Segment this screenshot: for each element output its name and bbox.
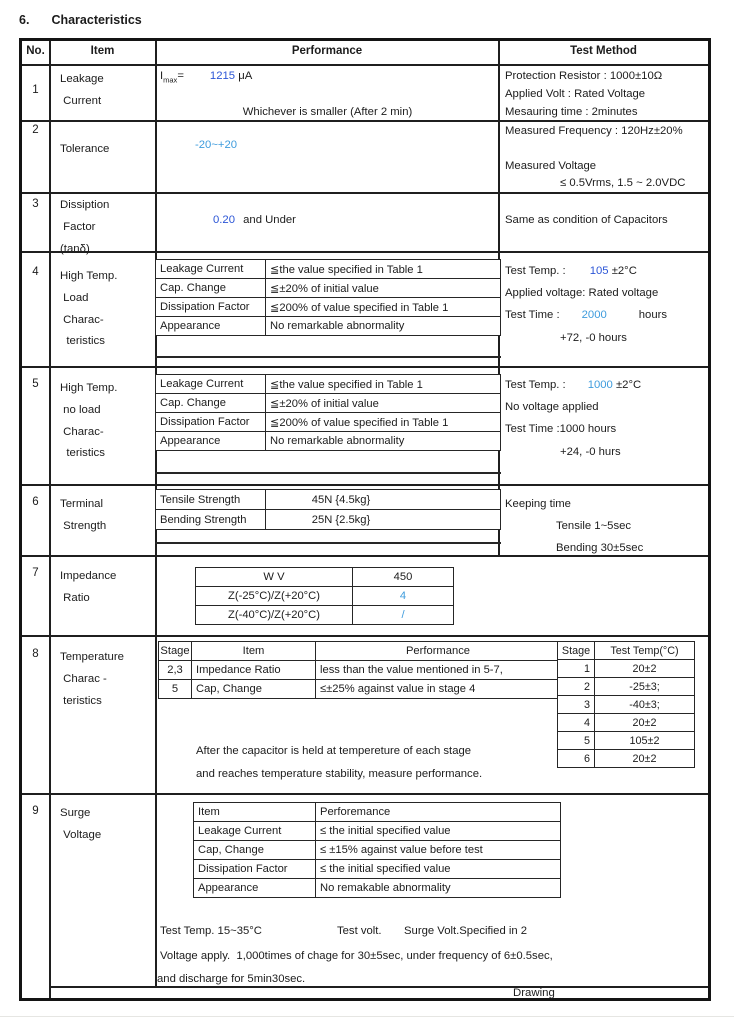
test-method-line: Same as condition of Capacitors — [505, 214, 668, 226]
page-bottom-rule — [0, 1016, 734, 1017]
spec-value: ≦the value specified in Table 1 — [266, 260, 501, 279]
temp-header: Test Temp(°C) — [595, 642, 695, 660]
column-divider — [155, 194, 157, 251]
cell-strip-line — [155, 472, 501, 474]
temp-cell: 20±2 — [595, 714, 695, 732]
column-divider — [49, 557, 51, 635]
surge-label: Leakage Current — [194, 822, 316, 841]
column-divider — [498, 194, 500, 251]
section-number: 6. — [19, 13, 30, 27]
test-method-line: Protection Resistor : 1000±10Ω — [505, 70, 663, 82]
procedure-note-line: After the capacitor is held at tempereture of each stage — [196, 745, 472, 757]
stage-cell: 6 — [558, 750, 595, 768]
row-high-temp-load — [22, 251, 708, 366]
row-dissipation-factor — [22, 192, 708, 255]
test-time-line: Test Time : 2000 hours — [505, 309, 668, 321]
stage-cell: 2,3 — [159, 661, 192, 680]
test-method-line: ≤ 0.5Vrms, 1.5 ~ 2.0VDC — [560, 177, 686, 189]
test-temp-value: 105 — [589, 265, 609, 277]
surge-value: ≤ the initial specified value — [316, 860, 561, 879]
performance-cell: less than the value mentioned in 5-7, — [316, 661, 561, 680]
characteristics-table — [19, 38, 711, 1001]
spec-label: Appearance — [156, 317, 266, 336]
stage-cell: 1 — [558, 660, 595, 678]
impedance-value: / — [353, 606, 454, 625]
impedance-table — [195, 567, 454, 625]
spec-table — [155, 259, 501, 336]
test-method-line: Mesauring time : 2minutes — [505, 106, 638, 118]
surge-label: Dissipation Factor — [194, 860, 316, 879]
test-method-line: Tensile 1~5sec — [556, 520, 632, 532]
column-divider — [49, 122, 51, 192]
stage-cell: 2 — [558, 678, 595, 696]
spec-label: Leakage Current — [156, 260, 266, 279]
row-number: 7 — [32, 567, 39, 579]
header-item: Item — [90, 45, 115, 57]
spec-table — [155, 374, 501, 451]
tolerance-value: -20~+20 — [195, 139, 238, 151]
spec-value: No remarkable abnormality — [266, 317, 501, 336]
test-time-value: 2000 — [581, 309, 607, 321]
strength-value: 25N {2.5kg} — [266, 510, 501, 530]
stage-cell: 5 — [159, 680, 192, 699]
surge-label: Item — [194, 803, 316, 822]
spec-value: ≦the value specified in Table 1 — [266, 375, 501, 394]
column-divider — [49, 795, 51, 986]
time-tolerance-line: +72, -0 hours — [560, 332, 627, 344]
surge-value: No remakable abnormality — [316, 879, 561, 898]
spec-value: ≦±20% of initial value — [266, 394, 501, 413]
spec-label: Appearance — [156, 432, 266, 451]
stage-cell: 3 — [558, 696, 595, 714]
stage-cell: 4 — [558, 714, 595, 732]
surge-table — [193, 802, 561, 898]
spec-value: ≦±20% of initial value — [266, 279, 501, 298]
stage-header: Stage — [159, 642, 192, 661]
test-method-line: Measured Voltage — [505, 160, 597, 172]
procedure-note-line: and reaches temperature stability, measure performance. — [196, 768, 483, 780]
item-cell: Temperature Charac - teristics — [60, 651, 124, 707]
row-number: 1 — [32, 84, 39, 96]
row-number: 5 — [32, 378, 39, 390]
row-tolerance — [22, 120, 708, 192]
item-cell: Tolerance — [60, 143, 110, 155]
surge-value: ≤ the initial specified value — [316, 822, 561, 841]
item-header: Item — [192, 642, 316, 661]
row-surge-voltage — [22, 793, 708, 986]
performance-cell: ≤±25% against value in stage 4 — [316, 680, 561, 699]
strength-value: 45N {4.5kg} — [266, 490, 501, 510]
item-cell: High Temp. Load Charac- teristics — [60, 270, 118, 348]
spec-label: Dissipation Factor — [156, 298, 266, 317]
row-temperature-characteristics — [22, 635, 708, 793]
column-divider — [49, 368, 51, 484]
temp-cell: 20±2 — [595, 660, 695, 678]
section-title: Characteristics — [51, 13, 142, 27]
strength-table — [155, 489, 501, 530]
surge-value: ≤ ±15% against value before test — [316, 841, 561, 860]
drawing-row — [49, 986, 708, 998]
item-cell: Cap, Change — [192, 680, 316, 699]
item-cell: Leakage Current — [60, 73, 104, 107]
header-test-method: Test Method — [570, 45, 637, 57]
row-number: 8 — [32, 648, 39, 660]
impedance-label: Z(-40°C)/Z(+20°C) — [196, 606, 353, 625]
item-cell: High Temp. no load Charac- teristics — [60, 382, 118, 460]
row-number: 4 — [32, 266, 39, 278]
header-no: No. — [26, 45, 45, 57]
test-method-line: Keeping time — [505, 498, 571, 510]
test-temp-line: Test Temp. : 1000 ±2°C — [505, 379, 642, 391]
temp-cell: 20±2 — [595, 750, 695, 768]
column-divider — [155, 637, 157, 793]
test-time-line: Test Time :1000 hours — [505, 423, 617, 435]
performance-note: Whichever is smaller (After 2 min) — [242, 106, 413, 118]
temp-cell: -40±3; — [595, 696, 695, 714]
surge-note-temp: Test Temp. 15~35°C — [160, 925, 262, 937]
impedance-label: W V — [196, 568, 353, 587]
surge-note-line: and discharge for 5min30sec. — [157, 973, 306, 985]
test-method-line: Applied Volt : Rated Voltage — [505, 88, 646, 100]
row-high-temp-no-load — [22, 366, 708, 484]
column-divider — [49, 66, 51, 120]
test-temp-value: 1000 — [587, 379, 613, 391]
column-divider — [49, 637, 51, 793]
surge-note-line: Voltage apply. 1,000times of chage for 30±5sec, under frequency of 6±0.5sec, — [160, 950, 553, 962]
item-cell: Dissiption Factor (tanδ) — [60, 199, 110, 255]
spec-label: Cap. Change — [156, 279, 266, 298]
stage-header: Stage — [558, 642, 595, 660]
item-cell: Terminal Strength — [60, 498, 107, 532]
surge-value: Perforemance — [316, 803, 561, 822]
row-terminal-strength — [22, 484, 708, 555]
row-leakage-current — [22, 64, 708, 120]
column-divider — [49, 486, 51, 555]
spec-label: Cap. Change — [156, 394, 266, 413]
item-cell: Impedance Ratio — [60, 570, 117, 604]
row-number: 9 — [32, 805, 39, 817]
impedance-value: 4 — [353, 587, 454, 606]
spec-value: No remarkable abnormality — [266, 432, 501, 451]
performance-header: Performance — [316, 642, 561, 661]
table-header-row — [22, 41, 708, 64]
surge-label: Appearance — [194, 879, 316, 898]
column-divider — [155, 795, 157, 986]
column-divider — [49, 253, 51, 366]
applied-voltage-line: Applied voltage: Rated voltage — [505, 287, 659, 299]
item-cell: Surge Voltage — [60, 807, 102, 841]
surge-label: Cap, Change — [194, 841, 316, 860]
time-tolerance-line: +24, -0 hurs — [560, 446, 621, 458]
stage-temp-table — [557, 641, 695, 768]
test-temp-line: Test Temp. : 105 ±2°C — [505, 265, 637, 277]
impedance-label: Z(-25°C)/Z(+20°C) — [196, 587, 353, 606]
column-divider — [155, 557, 157, 635]
row-number: 2 — [32, 124, 39, 136]
row-number: 6 — [32, 496, 39, 508]
header-performance: Performance — [291, 45, 363, 57]
row-impedance-ratio — [22, 555, 708, 635]
row-number: 3 — [32, 198, 39, 210]
surge-note-volt-value: Surge Volt.Specified in 2 — [404, 925, 528, 937]
test-method-line: Bending 30±5sec — [556, 542, 644, 554]
surge-note-volt-label: Test volt. — [337, 925, 382, 937]
df-value: 0.20 — [213, 214, 235, 226]
cell-strip-line — [155, 542, 501, 544]
spec-label: Dissipation Factor — [156, 413, 266, 432]
applied-voltage-line: No voltage applied — [505, 401, 599, 413]
test-method-line: Measured Frequency : 120Hz±20% — [505, 125, 683, 137]
strength-label: Tensile Strength — [156, 490, 266, 510]
strength-label: Bending Strength — [156, 510, 266, 530]
stage-cell: 5 — [558, 732, 595, 750]
item-cell: Impedance Ratio — [192, 661, 316, 680]
imax-formula: $I_{max}= 1215$ μA — [160, 70, 253, 85]
temp-cell: 105±2 — [595, 732, 695, 750]
spec-label: Leakage Current — [156, 375, 266, 394]
temp-cell: -25±3; — [595, 678, 695, 696]
drawing-label: Drawing — [513, 987, 555, 999]
column-divider — [498, 122, 500, 192]
stage-performance-table — [158, 641, 561, 699]
spec-value: ≦200% of value specified in Table 1 — [266, 298, 501, 317]
impedance-value: 450 — [353, 568, 454, 587]
section-heading — [19, 13, 142, 27]
column-divider — [49, 194, 51, 251]
df-value-line: 0.20 and Under — [213, 214, 296, 226]
column-divider — [155, 122, 157, 192]
cell-strip-line — [155, 356, 501, 358]
imax-value: 1215 — [209, 70, 236, 82]
spec-value: ≦200% of value specified in Table 1 — [266, 413, 501, 432]
